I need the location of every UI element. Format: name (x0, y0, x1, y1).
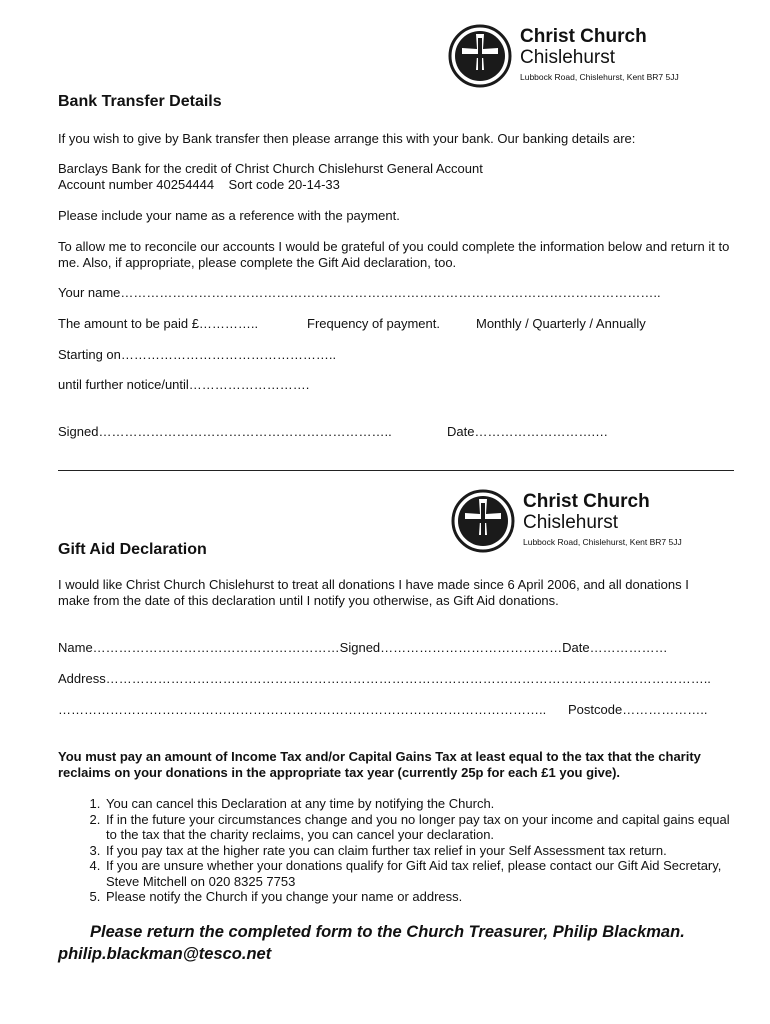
tax-requirement-note: You must pay an amount of Income Tax and/or Capital Gains Tax at least equal to the tax that the charity reclaims on your donations in the appropriate tax year (currently 25p for each £1 you give). (58, 749, 701, 780)
account-line: Account number 40254444 Sort code 20-14-33 (58, 177, 340, 192)
bank-line: Barclays Bank for the credit of Christ Church Chislehurst General Account (58, 161, 483, 176)
until-field[interactable]: until further notice/until………………………. (58, 377, 310, 392)
postcode-field[interactable]: Postcode……………….. (568, 702, 708, 717)
bank-intro: If you wish to give by Bank transfer then please arrange this with your bank. Our banking details are: (58, 131, 636, 146)
amount-field[interactable]: The amount to be paid £………….. (58, 316, 259, 331)
gift-aid-statement: I would like Christ Church Chislehurst to treat all donations I have made since 6 April 2006, and all donations I make from the date of this declaration until I notify you otherwise, as Gift Aid donations. (58, 577, 689, 608)
section-divider (58, 470, 734, 471)
reconcile-note: To allow me to reconcile our accounts I would be grateful of you could complete the information below and return it to me. Also, if appropriate, please complete the Gift Aid declaration, too. (58, 239, 730, 270)
condition-item: 1. You can cancel this Declaration at any time by notifying the Church. (104, 796, 734, 812)
logo-place: Chislehurst (520, 47, 616, 68)
condition-item: 2. If in the future your circumstances change and you no longer pay tax on your income and capital gains equal to the tax that the charity reclaims, you can cancel your declaration. (104, 812, 734, 843)
name-signed-date-field[interactable]: Name…………………………………………………Signed……………………………………Date……………… (58, 640, 668, 655)
address-field[interactable]: Address………………………………………………………………………………………………………………………….. (58, 671, 711, 686)
condition-item: 3. If you pay tax at the higher rate you can claim further tax relief in your Self Assessment tax return. (104, 843, 734, 859)
your-name-field[interactable]: Your name…………………………………………………………………………………………………………….. (58, 285, 661, 300)
frequency-label: Frequency of payment. (307, 316, 440, 331)
bank-transfer-title: Bank Transfer Details (58, 93, 222, 110)
condition-item: 4. If you are unsure whether your donations qualify for Gift Aid tax relief, please contact our Gift Aid Secretary, Steve Mitchell on 020 8325 7753 (104, 858, 734, 889)
logo-name: Christ Church (520, 26, 647, 47)
return-instructions: Please return the completed form to the Church Treasurer, Philip Blackman. philip.blackman@tesco.net (58, 923, 685, 963)
reference-note: Please include your name as a reference with the payment. (58, 208, 400, 223)
address-field-line2[interactable]: ………………………………………………………………………………………………….. (58, 702, 547, 717)
signed-field[interactable]: Signed………………………………………………………….. (58, 424, 392, 439)
gift-aid-title: Gift Aid Declaration (58, 541, 207, 558)
church-logo-top (448, 24, 679, 88)
condition-item: 5. Please notify the Church if you change your name or address. (104, 889, 734, 905)
church-cross-emblem-icon (451, 489, 515, 553)
church-logo-bottom (451, 489, 682, 553)
starting-field[interactable]: Starting on………………………………………….. (58, 347, 337, 362)
church-cross-emblem-icon (448, 24, 512, 88)
date-field[interactable]: Date……………………….… (447, 424, 609, 439)
logo-address: Lubbock Road, Chislehurst, Kent BR7 5JJ (520, 72, 679, 82)
logo-address: Lubbock Road, Chislehurst, Kent BR7 5JJ (523, 537, 682, 547)
logo-place: Chislehurst (523, 512, 619, 533)
logo-name: Christ Church (523, 491, 650, 512)
conditions-list (58, 796, 734, 905)
frequency-options[interactable]: Monthly / Quarterly / Annually (476, 316, 646, 331)
